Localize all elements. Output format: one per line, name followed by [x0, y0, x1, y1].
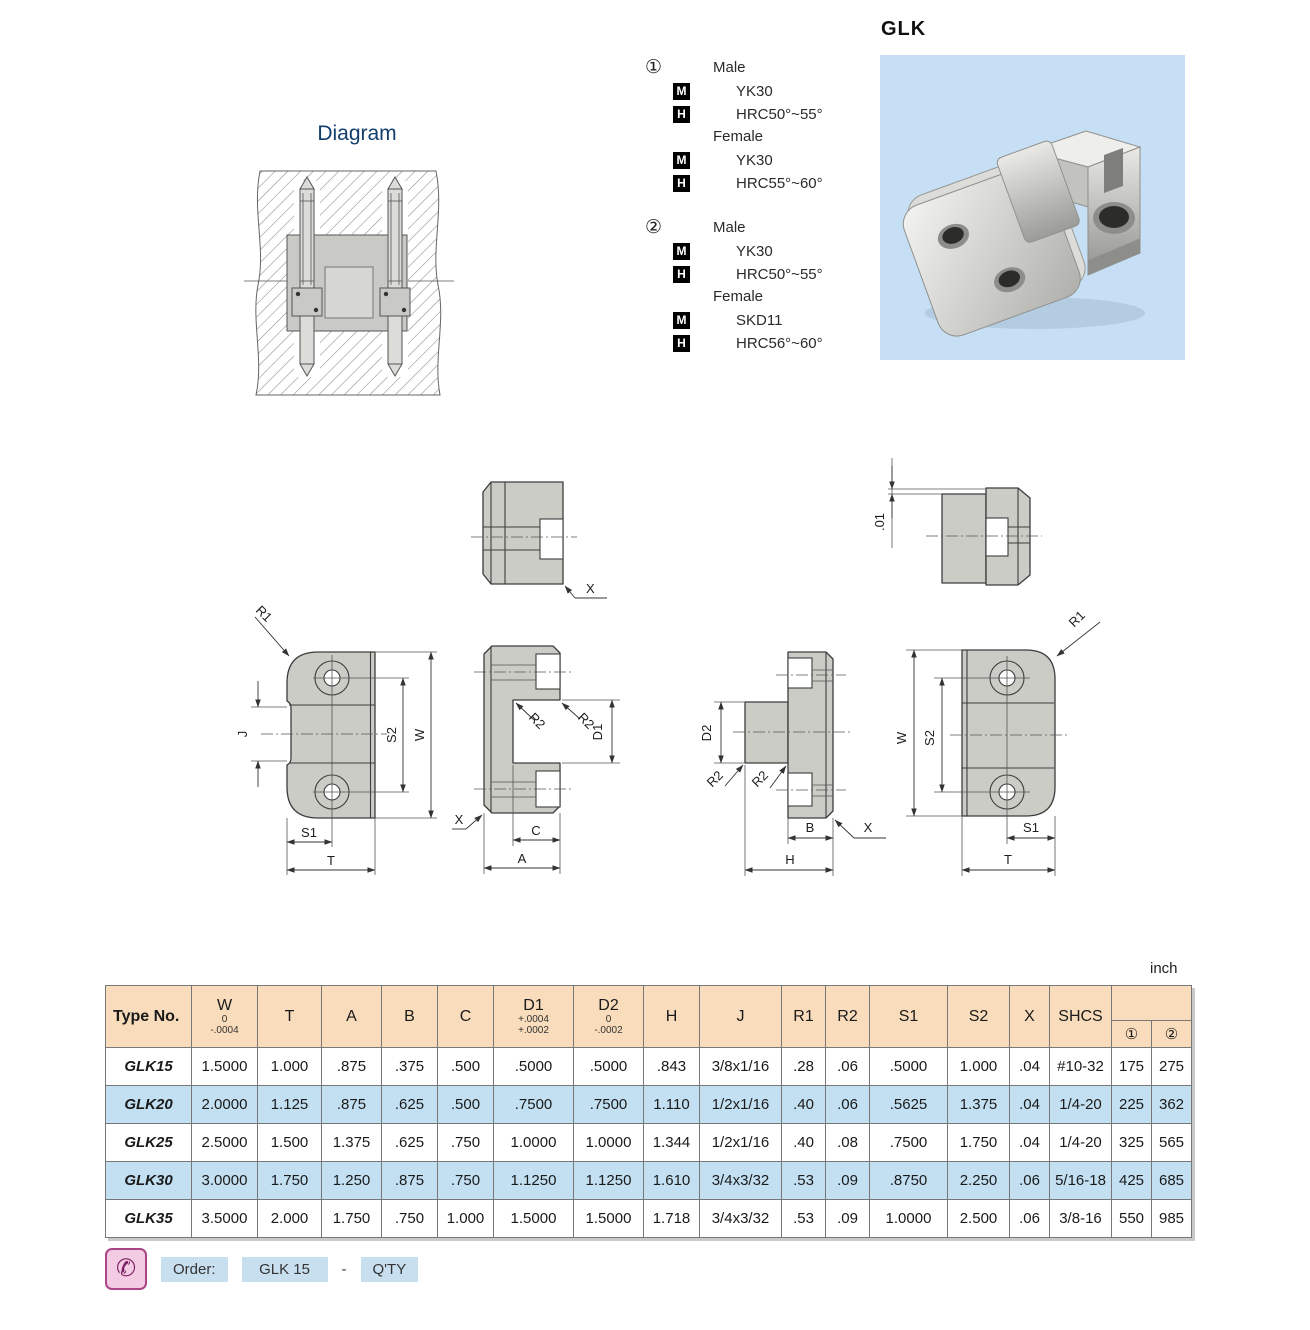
value-cell: .5625	[870, 1086, 948, 1124]
value-cell: 425	[1112, 1162, 1152, 1200]
gender-label: Male	[713, 219, 746, 236]
order-part-number: GLK 15	[242, 1257, 328, 1282]
value-cell: 1.375	[322, 1124, 382, 1162]
value-cell: 1.000	[258, 1048, 322, 1086]
value-cell: 2.250	[948, 1162, 1010, 1200]
col-header-s2: S2	[948, 986, 1010, 1048]
product-photo-render	[880, 55, 1185, 360]
value-cell: 1.000	[948, 1048, 1010, 1086]
surface-finish-label: X	[454, 812, 464, 827]
value-cell: 1.610	[644, 1162, 700, 1200]
value-cell: 1.750	[322, 1200, 382, 1238]
hardness-value: HRC50°~55°	[736, 105, 823, 123]
value-cell: .750	[438, 1162, 494, 1200]
material-value: SKD11	[736, 311, 783, 329]
col-header-t: T	[258, 986, 322, 1048]
price-col-header: ①	[1112, 1021, 1152, 1048]
mold-cross-section-diagram	[232, 163, 482, 405]
unit-label: inch	[1150, 960, 1178, 977]
drawing-front-view-left	[225, 595, 455, 887]
value-cell: #10-32	[1050, 1048, 1112, 1086]
value-cell: .04	[1010, 1124, 1050, 1162]
col-header-a: A	[322, 986, 382, 1048]
value-cell: .5000	[494, 1048, 574, 1086]
value-cell: .500	[438, 1048, 494, 1086]
r2-label-b: R2	[575, 709, 598, 732]
hardness-value: HRC55°~60°	[736, 174, 823, 192]
drawing-front-view-female	[450, 618, 705, 903]
surface-finish-label: X	[586, 581, 595, 596]
value-cell: 1.000	[438, 1200, 494, 1238]
table-row-glk35	[106, 1200, 1192, 1238]
value-cell: .8750	[870, 1162, 948, 1200]
value-cell: .53	[782, 1162, 826, 1200]
hardness-icon: H	[673, 335, 690, 352]
value-cell: 275	[1152, 1048, 1192, 1086]
value-cell: 5/16-18	[1050, 1162, 1112, 1200]
table-row-glk30	[106, 1162, 1192, 1200]
value-cell: 1/2x1/16	[700, 1086, 782, 1124]
type-cell: GLK35	[106, 1200, 192, 1238]
material-icon: M	[673, 152, 690, 169]
value-cell: 1/2x1/16	[700, 1124, 782, 1162]
t-dim-label: T	[327, 853, 335, 868]
material-icon: M	[673, 312, 690, 329]
value-cell: 3/4x3/32	[700, 1162, 782, 1200]
d2-dim-label: D2	[699, 724, 714, 742]
hardness-value: HRC56°~60°	[736, 334, 823, 352]
surface-finish-label: X	[863, 820, 873, 835]
col-header-d1: D1 +.0004 +.0002	[494, 986, 574, 1048]
value-cell: 1.500	[258, 1124, 322, 1162]
value-cell: 1.5000	[192, 1048, 258, 1086]
order-separator: -	[341, 1260, 347, 1278]
value-cell: 1/4-20	[1050, 1086, 1112, 1124]
product-series-title: GLK	[881, 18, 927, 40]
value-cell: 175	[1112, 1048, 1152, 1086]
value-cell: .40	[782, 1086, 826, 1124]
value-cell: .7500	[870, 1124, 948, 1162]
value-cell: .5000	[574, 1048, 644, 1086]
value-cell: .09	[826, 1200, 870, 1238]
value-cell: 1.0000	[574, 1124, 644, 1162]
col-header-shcs: SHCS	[1050, 986, 1112, 1048]
gender-label: Male	[713, 59, 746, 76]
value-cell: .375	[382, 1048, 438, 1086]
spec-group-1	[645, 56, 895, 194]
value-cell: 1.750	[258, 1162, 322, 1200]
value-cell: .40	[782, 1124, 826, 1162]
value-cell: 1/4-20	[1050, 1124, 1112, 1162]
value-cell: 1.375	[948, 1086, 1010, 1124]
c-dim-label: C	[531, 823, 541, 838]
type-cell: GLK25	[106, 1124, 192, 1162]
r2-label-b: R2	[748, 767, 771, 790]
value-cell: .06	[826, 1048, 870, 1086]
material-icon: M	[673, 243, 690, 260]
b-dim-label: B	[805, 820, 815, 835]
r2-label-a: R2	[526, 709, 549, 732]
value-cell: .08	[826, 1124, 870, 1162]
value-cell: 2.5000	[192, 1124, 258, 1162]
value-cell: 3.0000	[192, 1162, 258, 1200]
gender-label: Female	[713, 288, 764, 305]
w-dim-label: W	[412, 728, 427, 742]
value-cell: .5000	[870, 1048, 948, 1086]
material-value: YK30	[736, 242, 773, 260]
table-row-glk25	[106, 1124, 1192, 1162]
s1-dim-label: S1	[1023, 820, 1039, 835]
product-photo	[880, 55, 1185, 360]
value-cell: 1.718	[644, 1200, 700, 1238]
value-cell: .750	[438, 1124, 494, 1162]
col-header-type-no-: Type No.	[106, 986, 192, 1048]
d1-dim-label: D1	[590, 723, 605, 741]
col-header-r2: R2	[826, 986, 870, 1048]
value-cell: 3.5000	[192, 1200, 258, 1238]
order-bar	[105, 1248, 418, 1290]
value-cell: 3/8x1/16	[700, 1048, 782, 1086]
value-cell: .7500	[494, 1086, 574, 1124]
gender-label: Female	[713, 128, 764, 145]
value-cell: 1.1250	[494, 1162, 574, 1200]
value-cell: .7500	[574, 1086, 644, 1124]
order-label: Order:	[161, 1257, 228, 1282]
material-value: YK30	[736, 82, 773, 100]
value-cell: 1.0000	[870, 1200, 948, 1238]
value-cell: .53	[782, 1200, 826, 1238]
order-qty: Q'TY	[361, 1257, 419, 1282]
value-cell: .875	[322, 1086, 382, 1124]
col-header-h: H	[644, 986, 700, 1048]
material-value: YK30	[736, 151, 773, 169]
value-cell: 3/8-16	[1050, 1200, 1112, 1238]
value-cell: 1.5000	[494, 1200, 574, 1238]
value-cell: .500	[438, 1086, 494, 1124]
drawing-side-view-male	[678, 618, 908, 896]
diagram-title: Diagram	[317, 122, 397, 145]
value-cell: 550	[1112, 1200, 1152, 1238]
radius-label: R1	[252, 602, 276, 625]
value-cell: .04	[1010, 1048, 1050, 1086]
price-col-header: ②	[1152, 1021, 1192, 1048]
circled-1: ①	[645, 57, 663, 78]
value-cell: .625	[382, 1086, 438, 1124]
t-dim-label: T	[1004, 852, 1012, 867]
value-cell: 1.344	[644, 1124, 700, 1162]
value-cell: 1.1250	[574, 1162, 644, 1200]
s2-dim-label: S2	[384, 727, 399, 743]
hardness-icon: H	[673, 266, 690, 283]
hardness-icon: H	[673, 175, 690, 192]
col-header-d2: D2 0 -.0002	[574, 986, 644, 1048]
spec-group-2	[645, 216, 895, 354]
type-cell: GLK20	[106, 1086, 192, 1124]
s1-dim-label: S1	[301, 825, 317, 840]
value-cell: 985	[1152, 1200, 1192, 1238]
drawing-top-view-male	[858, 438, 1088, 623]
type-cell: GLK30	[106, 1162, 192, 1200]
value-cell: 1.110	[644, 1086, 700, 1124]
value-cell: 1.125	[258, 1086, 322, 1124]
drawing-front-view-right	[888, 598, 1123, 890]
col-header-w: W 0 -.0004	[192, 986, 258, 1048]
value-cell: .06	[1010, 1162, 1050, 1200]
spec-table	[105, 985, 1192, 1238]
h-dim-label: H	[785, 852, 795, 867]
value-cell: 3/4x3/32	[700, 1200, 782, 1238]
value-cell: .875	[322, 1048, 382, 1086]
circled-2: ②	[645, 217, 663, 238]
phone-icon: ✆	[105, 1248, 147, 1290]
s2-dim-label: S2	[922, 730, 937, 746]
value-cell: .843	[644, 1048, 700, 1086]
col-header-c: C	[438, 986, 494, 1048]
value-cell: .750	[382, 1200, 438, 1238]
value-cell: .09	[826, 1162, 870, 1200]
value-cell: 2.500	[948, 1200, 1010, 1238]
table-row-glk15	[106, 1048, 1192, 1086]
type-cell: GLK15	[106, 1048, 192, 1086]
col-header-s1: S1	[870, 986, 948, 1048]
value-cell: .625	[382, 1124, 438, 1162]
value-cell: .06	[1010, 1200, 1050, 1238]
col-header-x: X	[1010, 986, 1050, 1048]
hardness-value: HRC50°~55°	[736, 265, 823, 283]
value-cell: 565	[1152, 1124, 1192, 1162]
w-dim-label: W	[894, 731, 909, 745]
offset-dim-label: .01	[872, 512, 887, 532]
col-header-r1: R1	[782, 986, 826, 1048]
radius-label: R1	[1065, 607, 1088, 630]
value-cell: 685	[1152, 1162, 1192, 1200]
a-dim-label: A	[517, 851, 527, 866]
col-header-b: B	[382, 986, 438, 1048]
price-group-header	[1112, 986, 1192, 1021]
j-dim-label: J	[235, 730, 250, 738]
value-cell: .04	[1010, 1086, 1050, 1124]
value-cell: .875	[382, 1162, 438, 1200]
hardness-icon: H	[673, 106, 690, 123]
material-icon: M	[673, 83, 690, 100]
value-cell: 1.5000	[574, 1200, 644, 1238]
value-cell: .28	[782, 1048, 826, 1086]
value-cell: 1.250	[322, 1162, 382, 1200]
value-cell: 1.0000	[494, 1124, 574, 1162]
value-cell: .06	[826, 1086, 870, 1124]
value-cell: 2.0000	[192, 1086, 258, 1124]
value-cell: 1.750	[948, 1124, 1010, 1162]
table-row-glk20	[106, 1086, 1192, 1124]
value-cell: 225	[1112, 1086, 1152, 1124]
col-header-j: J	[700, 986, 782, 1048]
r2-label-a: R2	[703, 767, 726, 790]
value-cell: 2.000	[258, 1200, 322, 1238]
value-cell: 325	[1112, 1124, 1152, 1162]
drawing-top-view-female	[455, 462, 635, 617]
value-cell: 362	[1152, 1086, 1192, 1124]
